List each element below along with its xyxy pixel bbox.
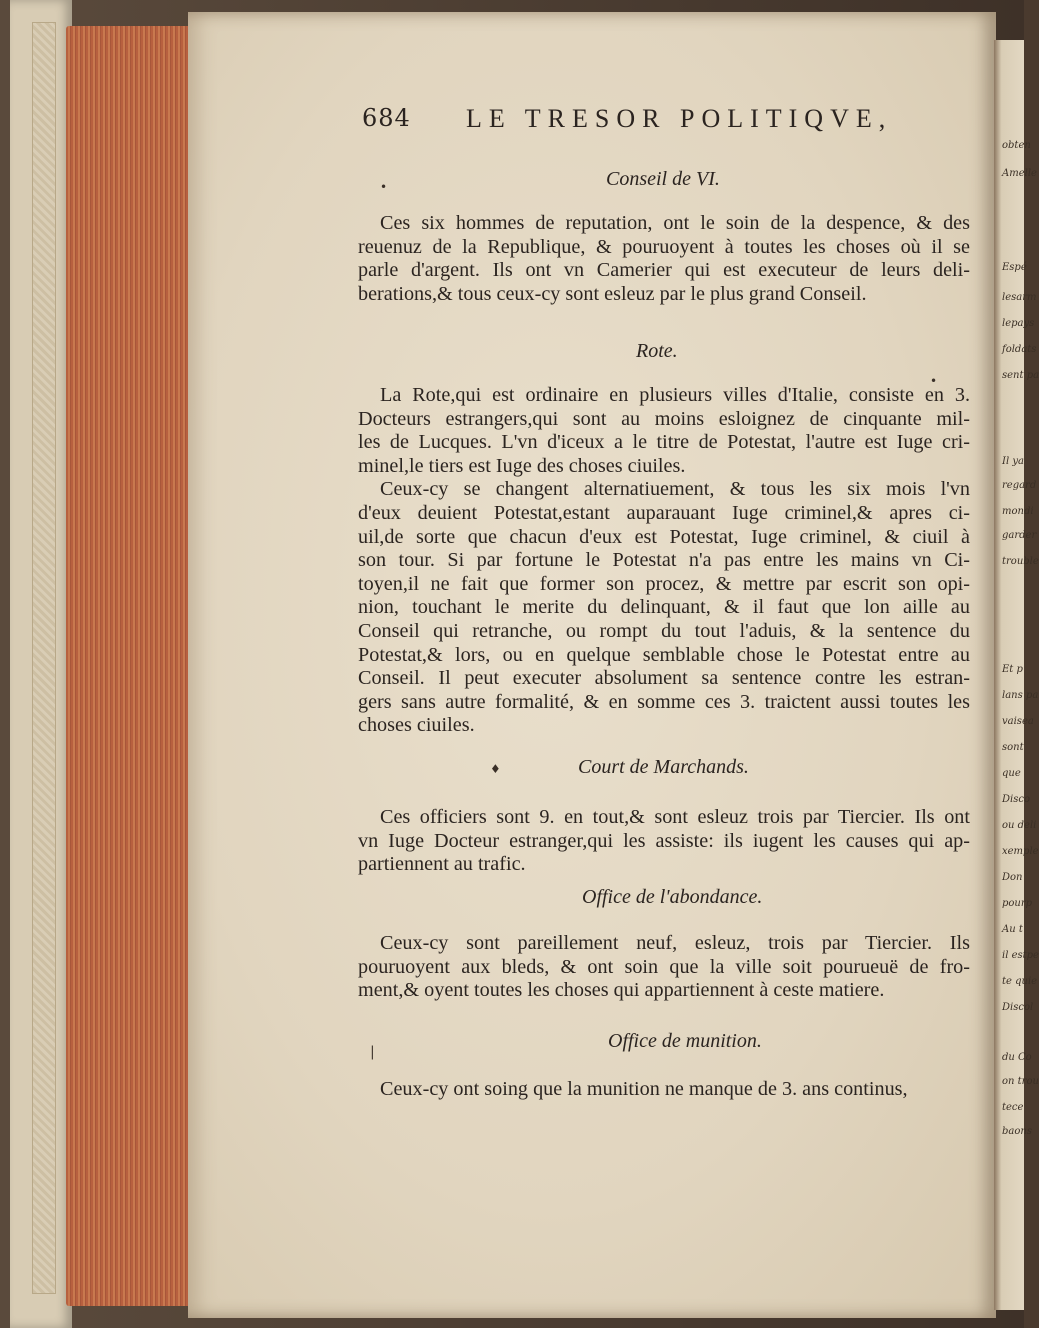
adjacent-page-fragment: Don — [1002, 872, 1023, 883]
text-line: toyen,il ne fait que former son procez, & mettre par escrit son opi- — [358, 572, 970, 595]
adjacent-page-fragment: pourp — [1002, 898, 1033, 909]
text-line: Ces officiers sont 9. en tout,& sont esleuz trois par Tiercier. Ils ont — [380, 806, 970, 828]
adjacent-page-fragment: sent pa — [1002, 370, 1039, 381]
page-number: 684 — [362, 104, 411, 132]
text-line: d'eux deuient Potestat,estant auparauant Iuge criminel,& apres ci- — [358, 501, 970, 524]
text-line: Ces six hommes de reputation, ont le soin de la despence, & des — [380, 212, 970, 234]
text-line: ment,& oyent toutes les choses qui appartiennent à ceste matiere. — [358, 979, 885, 1002]
adjacent-page-fragment: lans pa — [1002, 690, 1039, 701]
section-heading-conseil: Conseil de VI. — [606, 168, 720, 190]
adjacent-page-fragment: que — [1002, 768, 1021, 779]
text-line: les de Lucques. L'vn d'iceux a le titre de Potestat, l'autre est Iuge cri- — [358, 431, 970, 454]
paragraph-office-abondance — [358, 932, 970, 1003]
text-line: reuenuz de la Republique, & pouruoyent à toutes les choses où il se — [358, 235, 970, 258]
adjacent-page-fragment: baons — [1002, 1126, 1032, 1137]
text-line: son tour. Si par fortune le Potestat n'a pas entre les mains vn Ci- — [358, 549, 970, 572]
paragraph-conseil — [358, 212, 970, 306]
adjacent-page-fragment: il estpe — [1002, 950, 1039, 961]
adjacent-page-fragment: ou deli — [1002, 820, 1037, 831]
running-title: LE TRESOR POLITIQVE, — [466, 104, 893, 133]
text-line: gers sans autre formalité, & en somme ces 3. traictent aussi toutes les — [358, 690, 970, 713]
cover-pattern — [32, 22, 56, 1294]
text-line: Ceux-cy ont soing que la munition ne manque de 3. ans continus, — [380, 1078, 908, 1100]
adjacent-page-fragment: Et p — [1002, 664, 1023, 675]
paragraph-office-munition — [358, 1078, 970, 1102]
text-line: partiennent au trafic. — [358, 853, 526, 876]
page-edges — [66, 26, 190, 1306]
adjacent-page-fragment: Il ya — [1002, 456, 1024, 467]
text-line: La Rote,qui est ordinaire en plusieurs villes d'Italie, consiste en 3. — [380, 384, 970, 406]
section-heading-office-abondance: Office de l'abondance. — [582, 886, 763, 908]
ink-dot: • — [930, 374, 938, 388]
text-line: berations,& tous ceux-cy sont esleuz par le plus grand Conseil. — [358, 282, 867, 305]
adjacent-page-fragment: Amelle — [1002, 168, 1037, 179]
text-line: minel,le tiers est Iuge des choses ciuiles. — [358, 454, 686, 477]
adjacent-page-fragment: mondi — [1002, 506, 1034, 517]
adjacent-page-fragment: garder — [1002, 530, 1037, 541]
adjacent-page-fragment: xemple — [1002, 846, 1039, 857]
text-line: Ceux-cy se changent alternatiuement, & tous les six mois l'vn — [380, 478, 970, 501]
adjacent-page-fragment: sont — [1002, 742, 1024, 753]
text-line: Potestat,& lors, ou en quelque semblable chose le Potestat entre au — [358, 643, 970, 666]
adjacent-page-fragment: te quie — [1002, 976, 1038, 987]
adjacent-page-fragment: Espé — [1002, 262, 1027, 273]
text-line: choses ciuiles. — [358, 714, 475, 737]
adjacent-page-fragment: obten — [1002, 140, 1031, 151]
adjacent-page-fragment: Au t — [1002, 924, 1023, 935]
paragraph-rote — [358, 384, 970, 738]
text-line: Ceux-cy sont pareillement neuf, esleuz, trois par Tiercier. Ils — [380, 932, 970, 954]
adjacent-page-fragment: trouble — [1002, 556, 1039, 567]
adjacent-page-fragment: vaisea — [1002, 716, 1034, 727]
section-heading-office-munition: Office de munition. — [608, 1030, 762, 1052]
text-line: parle d'argent. Ils ont vn Camerier qui est executeur de leurs deli- — [358, 259, 970, 282]
adjacent-page-fragment: on trou — [1002, 1076, 1039, 1087]
adjacent-page-fragment: Disco — [1002, 794, 1030, 805]
ink-mark: | — [370, 1044, 375, 1060]
adjacent-page-strip — [994, 40, 1039, 1310]
text-line: pouruoyent aux bleds, & ont soin que la ville soit pourueuë de fro- — [358, 955, 970, 978]
text-line: Conseil. Il peut executer absolument sa sentence contre les estran- — [358, 667, 970, 690]
paragraph-court-de-marchands — [358, 806, 970, 877]
text-line: uil,de sorte que chacun d'eux est Potestat, Iuge criminel, & ciuil à — [358, 525, 970, 548]
adjacent-page-fragment: foldats — [1002, 344, 1037, 355]
adjacent-page-fragment: Discol — [1002, 1002, 1034, 1013]
text-line: Docteurs estrangers,qui sont au moins esloignez de cinquante mil- — [358, 407, 970, 430]
adjacent-page-fragment: tece — [1002, 1102, 1024, 1113]
section-heading-court-de-marchands: Court de Marchands. — [578, 756, 749, 778]
adjacent-page-fragment: du Co — [1002, 1052, 1032, 1063]
ink-dot: ♦ — [490, 762, 501, 776]
text-line: vn Iuge Docteur estranger,qui les assiste: ils iugent les causes qui ap- — [358, 829, 970, 852]
text-line: nion, touchant le merite du delinquant, & il faut que lon aille au — [358, 596, 970, 619]
section-heading-rote: Rote. — [636, 340, 678, 362]
adjacent-page-fragment: lesarm — [1002, 292, 1037, 303]
adjacent-page-fragment: regard — [1002, 480, 1037, 491]
ink-dot: • — [380, 180, 388, 194]
adjacent-page-fragment: lepays — [1002, 318, 1035, 329]
text-line: Conseil qui retranche, ou rompt du tout l'aduis, & la sentence du — [358, 619, 970, 642]
book-cover — [10, 0, 72, 1328]
